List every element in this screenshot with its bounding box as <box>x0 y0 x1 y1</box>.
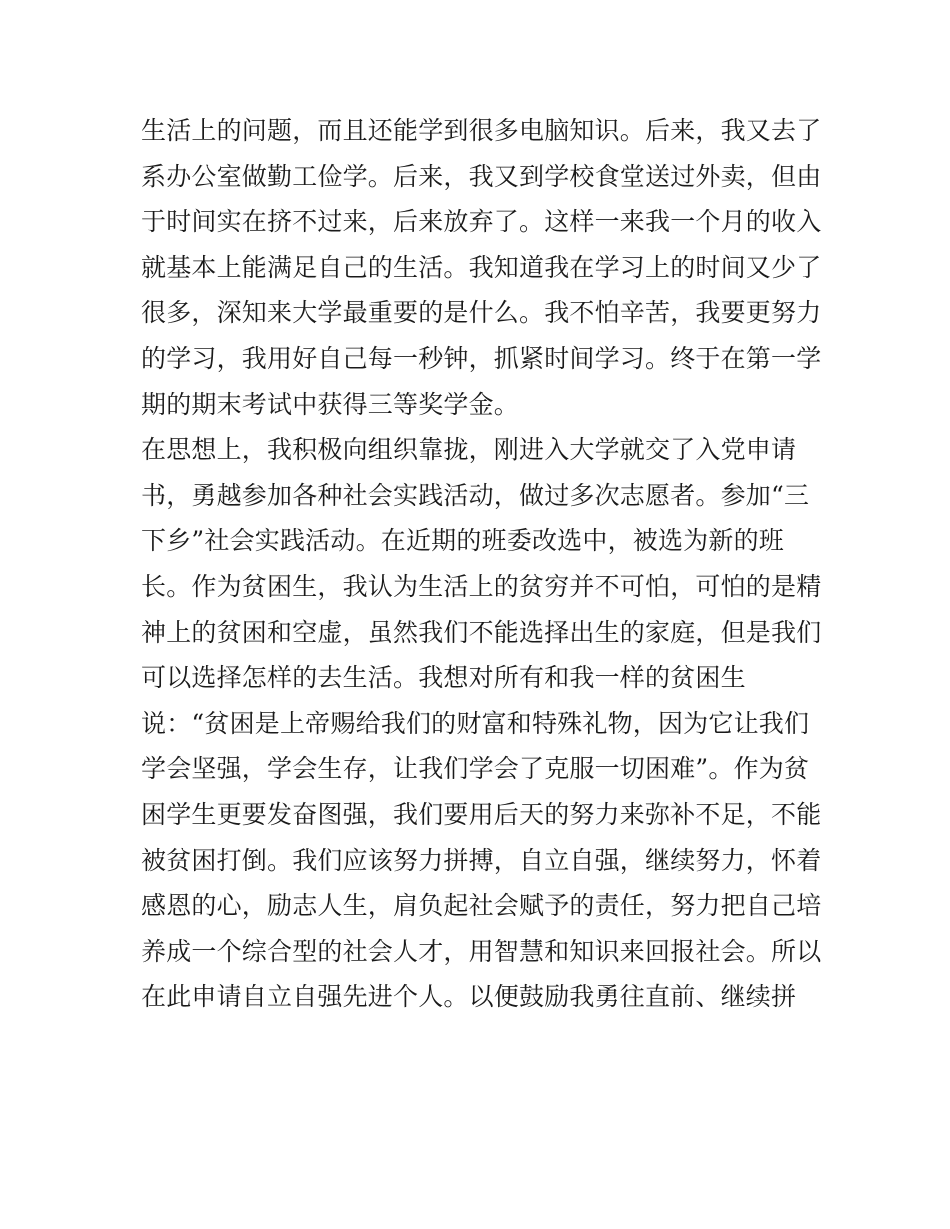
text-line: 感恩的心，励志人生，肩负起社会赋予的责任，努力把自己培 <box>141 891 822 921</box>
text-line: 在此申请自立自强先进个人。以便鼓励我勇往直前、继续拼 <box>141 982 797 1012</box>
text-line: 困学生更要发奋图强，我们要用后天的努力来弥补不足，不能 <box>141 799 822 829</box>
text-line: 可以选择怎样的去生活。我想对所有和我一样的贫困生 <box>141 663 746 693</box>
text-line: 很多，深知来大学最重要的是什么。我不怕辛苦，我要更努力 <box>141 298 822 328</box>
text-line: 长。作为贫困生，我认为生活上的贫穷并不可怕，可怕的是精 <box>141 571 822 601</box>
body-text <box>141 108 841 1020</box>
text-line: 系办公室做勤工俭学。后来，我又到学校食堂送过外卖，但由 <box>141 161 822 191</box>
text-line: 在思想上，我积极向组织靠拢，刚进入大学就交了入党申请 <box>141 435 797 465</box>
text-line: 神上的贫困和空虚，虽然我们不能选择出生的家庭，但是我们 <box>141 617 822 647</box>
text-line: 养成一个综合型的社会人才，用智慧和知识来回报社会。所以 <box>141 936 822 966</box>
text-line: 于时间实在挤不过来，后来放弃了。这样一来我一个月的收入 <box>141 207 822 237</box>
text-line: 就基本上能满足自己的生活。我知道我在学习上的时间又少了 <box>141 252 822 282</box>
text-line: 下乡”社会实践活动。在近期的班委改选中，被选为新的班 <box>141 526 784 556</box>
text-line: 的学习，我用好自己每一秒钟，抓紧时间学习。终于在第一学 <box>141 343 822 373</box>
text-line: 书，勇越参加各种社会实践活动，做过多次志愿者。参加“三 <box>141 480 810 510</box>
text-line: 学会坚强，学会生存，让我们学会了克服一切困难”。作为贫 <box>141 754 810 784</box>
text-line: 生活上的问题，而且还能学到很多电脑知识。后来，我又去了 <box>141 116 822 145</box>
text-line: 说：“贫困是上帝赐给我们的财富和特殊礼物，因为它让我们 <box>141 708 810 738</box>
text-line: 期的期末考试中获得三等奖学金。 <box>141 389 520 419</box>
text-line: 被贫困打倒。我们应该努力拼搏，自立自强，继续努力，怀着 <box>141 845 822 875</box>
